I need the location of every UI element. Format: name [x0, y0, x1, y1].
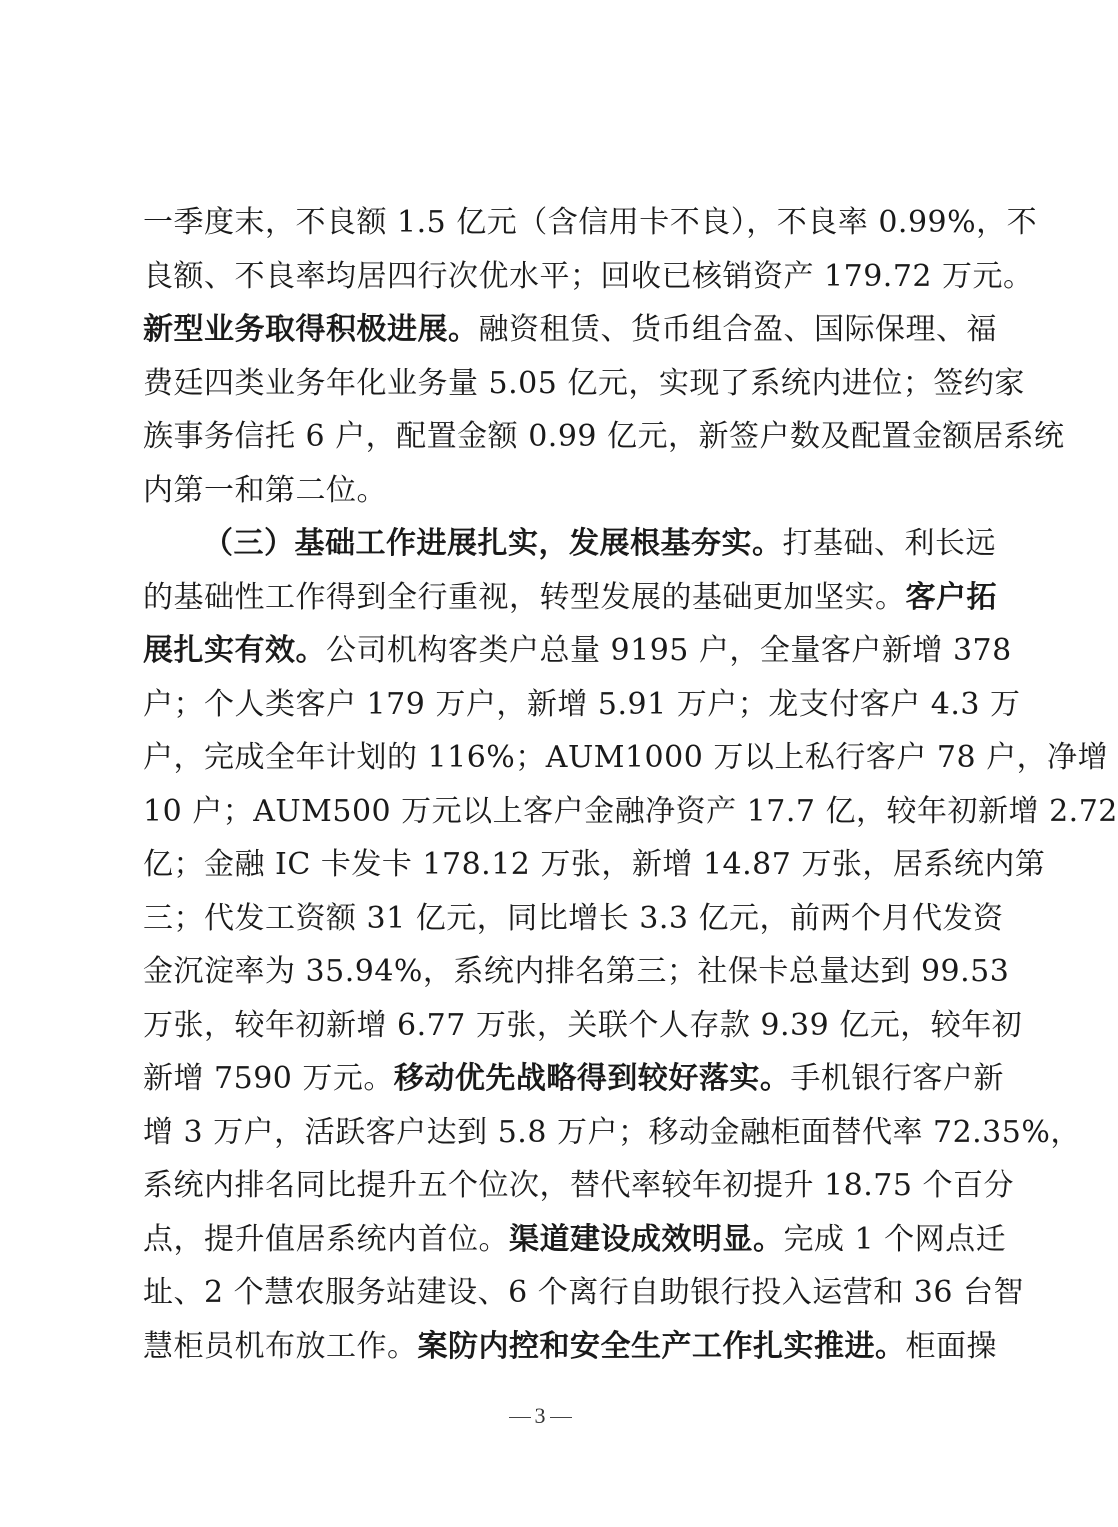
text-span: 融资租赁、货币组合盈、国际保理、福 — [478, 312, 997, 347]
text-line — [143, 624, 1012, 678]
footer-dash-left — [509, 1417, 531, 1418]
section-heading: （三）基础工作进展扎实，发展根基夯实。 — [203, 526, 783, 561]
bold-heading: 案防内控和安全生产工作扎实推进。 — [417, 1328, 906, 1364]
text-line — [143, 517, 996, 571]
text-line: 费廷四类业务年化业务量 5.05 亿元，实现了系统内进位；签约家 — [143, 365, 1025, 401]
text-line: 10 户；AUM500 万元以上客户金融净资产 17.7 亿，较年初新增 2.72 — [143, 793, 1118, 829]
text-line — [143, 1213, 1007, 1267]
text-span: 点，提升值居系统内首位。 — [143, 1221, 509, 1257]
text-line: 亿；金融 IC 卡发卡 178.12 万张，新增 14.87 万张，居系统内第 — [143, 847, 1046, 882]
text-line: 良额、不良率均居四行次优水平；回收已核销资产 179.72 万元。 — [143, 258, 1034, 294]
text-line: 族事务信托 6 户，配置金额 0.99 亿元，新签户数及配置金额居系统 — [143, 419, 1065, 454]
text-line — [143, 303, 997, 357]
text-span: 新增 7590 万元。 — [143, 1061, 394, 1096]
text-line: 系统内排名同比提升五个位次，替代率较年初提升 18.75 个百分 — [143, 1168, 1014, 1203]
text-line: 增 3 万户，活跃客户达到 5.8 万户；移动金融柜面替代率 72.35%， — [143, 1114, 1081, 1150]
text-line: 户，完成全年计划的 116%；AUM1000 万以上私行客户 78 户，净增 — [143, 740, 1109, 775]
document-body — [143, 196, 1118, 1373]
text-line — [143, 1320, 997, 1374]
page-number: 3 — [534, 1403, 546, 1428]
text-line: 金沉淀率为 35.94%，系统内排名第三；社保卡总量达到 99.53 — [143, 954, 1010, 989]
text-line: 万张，较年初新增 6.77 万张，关联个人存款 9.39 亿元，较年初 — [143, 1007, 1023, 1043]
page-footer — [0, 1403, 1080, 1429]
text-span: 打基础、利长远 — [782, 526, 996, 561]
text-span: 公司机构客类户总量 9195 户，全量客户新增 378 — [326, 633, 1012, 668]
bold-heading: 渠道建设成效明显。 — [509, 1221, 784, 1257]
text-span: 的基础性工作得到全行重视，转型发展的基础更加坚实。 — [143, 579, 906, 615]
bold-heading: 客户拓 — [905, 579, 997, 615]
text-span: 慧柜员机布放工作。 — [143, 1328, 418, 1364]
text-line: 一季度末，不良额 1.5 亿元（含信用卡不良），不良率 0.99%，不 — [143, 205, 1038, 240]
bold-heading: 展扎实有效。 — [143, 633, 326, 668]
text-line: 内第一和第二位。 — [143, 472, 387, 508]
text-line: 三；代发工资额 31 亿元，同比增长 3.3 亿元，前两个月代发资 — [143, 900, 1004, 936]
footer-dash-right — [550, 1417, 572, 1418]
text-line: 户；个人类客户 179 万户，新增 5.91 万户；龙支付客户 4.3 万 — [143, 686, 1021, 722]
text-line — [143, 571, 997, 625]
bold-heading: 新型业务取得积极进展。 — [143, 312, 479, 347]
text-line: 址、2 个慧农服务站建设、6 个离行自助银行投入运营和 36 台智 — [143, 1275, 1024, 1310]
text-span: 完成 1 个网点迁 — [783, 1221, 1007, 1257]
text-line — [143, 1052, 1004, 1106]
bold-heading: 移动优先战略得到较好落实。 — [393, 1061, 791, 1096]
text-span: 手机银行客户新 — [790, 1061, 1004, 1096]
text-span: 柜面操 — [905, 1328, 997, 1364]
